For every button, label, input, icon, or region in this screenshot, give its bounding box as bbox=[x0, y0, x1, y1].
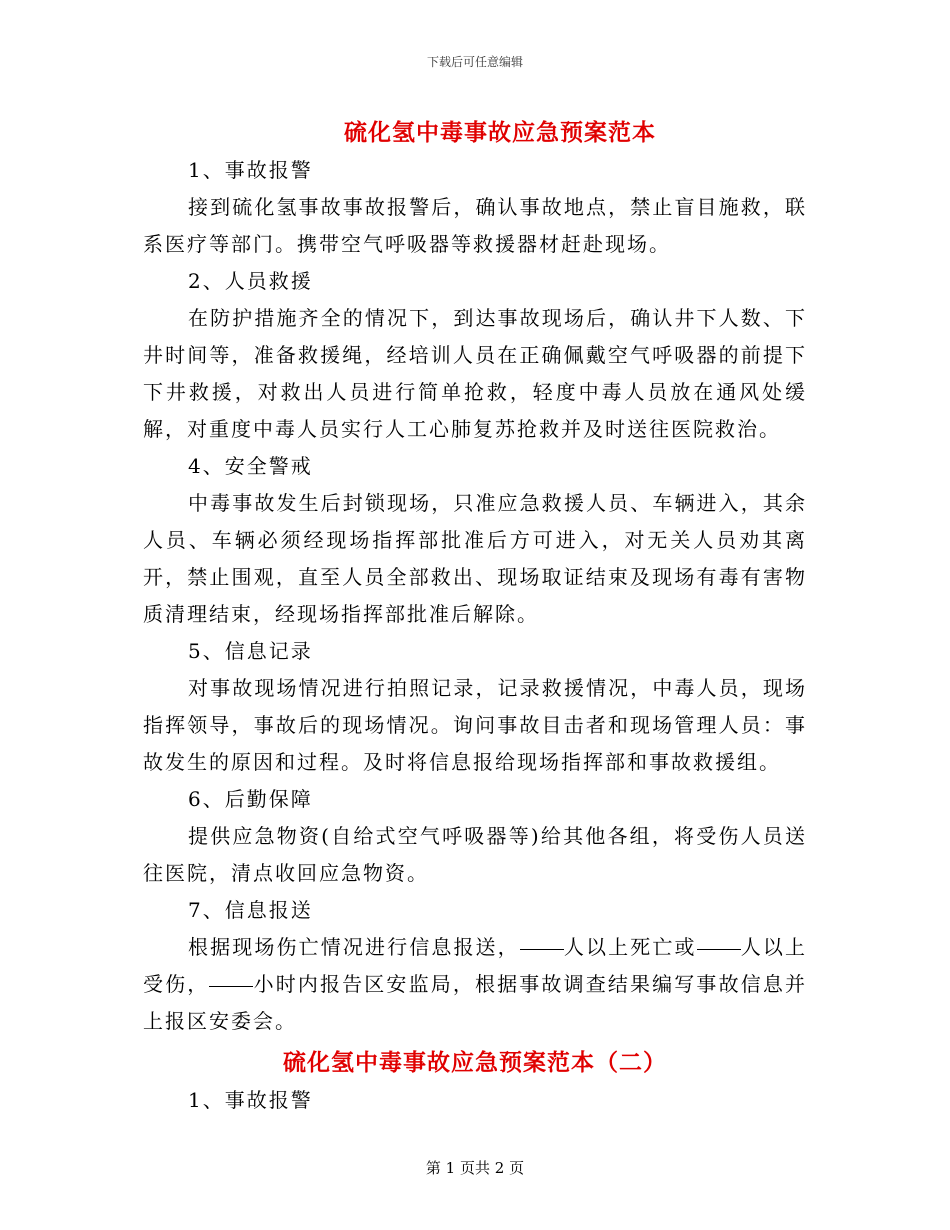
section-text-alarm: 接到硫化氢事故事故报警后，确认事故地点，禁止盲目施救，联系医疗等部门。携带空气呼吸器等救援器材赶赴现场。 bbox=[143, 195, 807, 256]
report-text-part2: 人以上死亡或 bbox=[563, 935, 697, 959]
section-text-record: 对事故现场情况进行拍照记录，记录救援情况，中毒人员，现场指挥领导，事故后的现场情况。询问事故目击者和现场管理人员：事故发生的原因和过程。及时将信息报给现场指挥部和事故救援组。 bbox=[143, 676, 807, 774]
section-text-security: 中毒事故发生后封锁现场，只准应急救援人员、车辆进入，其余人员、车辆必须经现场指挥部批准后方可进入，对无关人员劝其离开，禁止围观，直至人员全部救出、现场取证结束及现场有毒有害物质清理结束，经现场指挥部批准后解除。 bbox=[143, 491, 807, 626]
section-text-report bbox=[143, 929, 807, 1040]
header-note: 下载后可任意编辑 bbox=[426, 55, 523, 69]
section-heading-alarm: 1、事故报警 bbox=[188, 158, 313, 182]
document-body-second bbox=[143, 1082, 807, 1119]
document-body bbox=[143, 152, 807, 1040]
document-title: 硫化氢中毒事故应急预案范本 bbox=[344, 119, 656, 146]
report-text-part1: 根据现场伤亡情况进行信息报送， bbox=[188, 935, 520, 959]
page-footer: 第 1 页共 2 页 bbox=[425, 1159, 525, 1177]
section-heading-report: 7、信息报送 bbox=[188, 898, 313, 922]
section-heading-alarm-second: 1、事故报警 bbox=[188, 1088, 313, 1112]
section-heading-rescue: 2、人员救援 bbox=[188, 269, 313, 293]
section-text-logistics: 提供应急物资(自给式空气呼吸器等)给其他各组，将受伤人员送往医院，清点收回应急物资。 bbox=[143, 824, 807, 885]
blank-line bbox=[520, 948, 564, 950]
section-heading-record: 5、信息记录 bbox=[188, 639, 313, 663]
section-text-rescue: 在防护措施齐全的情况下，到达事故现场后，确认井下人数、下井时间等，准备救援绳，经培训人员在正确佩戴空气呼吸器的前提下下井救援，对救出人员进行简单抢救，轻度中毒人员放在通风处缓解，对重度中毒人员实行人工心肺复苏抢救并及时送往医院救治。 bbox=[143, 306, 807, 441]
document-title-second: 硫化氢中毒事故应急预案范本（二） bbox=[283, 1049, 667, 1076]
report-text-part3: 人以上受伤， bbox=[143, 935, 808, 996]
blank-line bbox=[697, 948, 741, 950]
report-text-part4: 小时内报告区安监局，根据事故调查结果编写事故信息并上报区安委会。 bbox=[143, 972, 808, 1033]
section-heading-logistics: 6、后勤保障 bbox=[188, 787, 313, 811]
section-heading-security: 4、安全警戒 bbox=[188, 454, 313, 478]
blank-line bbox=[209, 985, 253, 987]
